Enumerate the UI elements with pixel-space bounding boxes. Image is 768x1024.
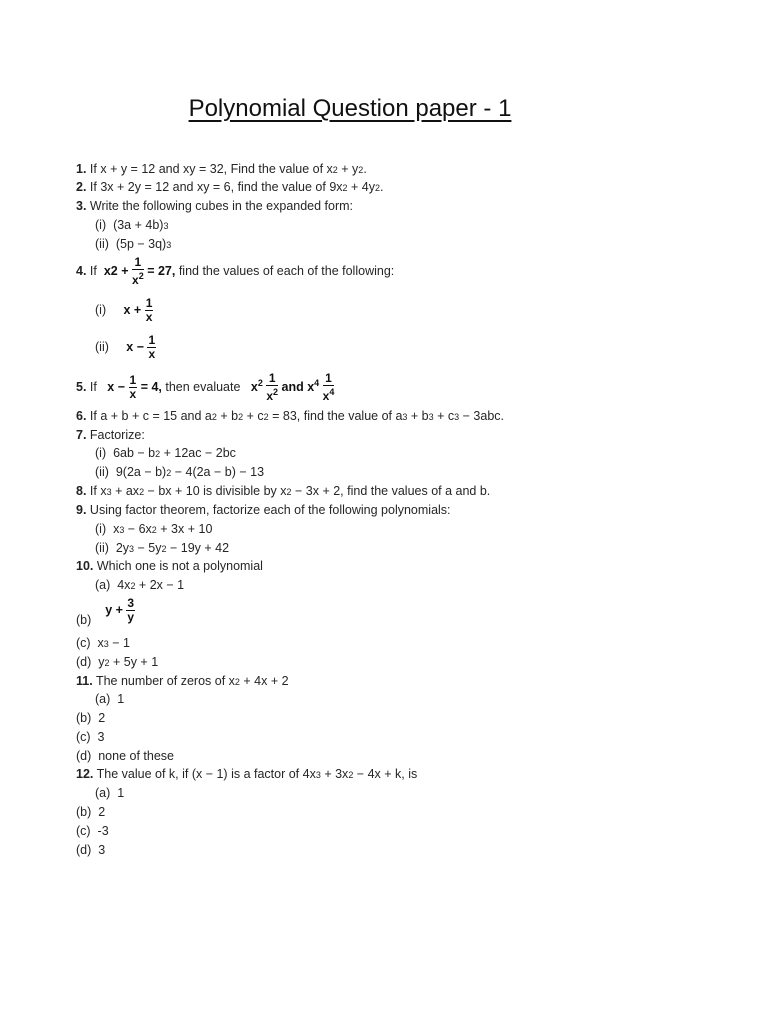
question-text: The number of zeros of x2 + 4x + 2 bbox=[95, 674, 289, 688]
question-10 bbox=[76, 558, 263, 574]
option-a: (a) 1 bbox=[95, 786, 125, 800]
question-number: 11. bbox=[76, 674, 93, 688]
option-i: (i) 6ab − b2 + 12ac − 2bc bbox=[95, 446, 236, 460]
question-number: 5. bbox=[76, 380, 87, 395]
expression-1: $x^2$ $\frac{1}{x^2}$ bbox=[250, 371, 279, 404]
question-text: If a + b + c = 15 and a2 + b2 + c2 = 83, find the value of a3 + b3 + c3 − 3abc. bbox=[89, 409, 504, 423]
option-ii: (ii) (5p − 3q)3 bbox=[95, 237, 172, 251]
question-text: If 3x + 2y = 12 and xy = 6, find the value of 9x2 + 4y2. bbox=[89, 180, 384, 194]
question-2 bbox=[76, 179, 384, 196]
equation: x2 + $\frac{1}{x^2}$ = 27, bbox=[103, 255, 176, 287]
option-a: (a) 1 bbox=[95, 692, 125, 706]
option-ii: (ii) 9(2a − b)2 − 4(2a − b) − 13 bbox=[95, 465, 265, 479]
question-12 bbox=[76, 766, 417, 783]
page-title: Polynomial Question paper - 1 bbox=[188, 95, 512, 122]
question-text: Write the following cubes in the expanded form: bbox=[89, 199, 354, 213]
question-number: 2. bbox=[76, 180, 87, 194]
option-d: (d) none of these bbox=[76, 749, 174, 763]
option-c: (c) 3 bbox=[76, 730, 105, 744]
option-b: (b) 2 bbox=[76, 711, 106, 725]
option-ii: (ii) 2y3 − 5y2 − 19y + 42 bbox=[95, 541, 230, 555]
option-d: (d) 3 bbox=[76, 843, 106, 857]
option-d: (d) y2 + 5y + 1 bbox=[76, 655, 159, 669]
question-text: Factorize: bbox=[89, 428, 145, 442]
question-text: Using factor theorem, factorize each of the following polynomials: bbox=[89, 503, 451, 517]
question-number: 10. bbox=[76, 559, 94, 573]
question-number: 3. bbox=[76, 199, 87, 213]
question-4: 4. If x2 + $\frac{1}{x^2}$ = 27, find the values of each of the following: bbox=[76, 255, 395, 287]
option-i: (i) (3a + 4b)3 bbox=[95, 218, 169, 232]
question-number: 1. bbox=[76, 162, 87, 176]
question-number: 6. bbox=[76, 409, 87, 423]
question-3 bbox=[76, 198, 353, 214]
question-6 bbox=[76, 408, 504, 425]
equation: x − $\frac{1}{x}$ = 4, bbox=[107, 373, 162, 402]
option-b: (b) 2 bbox=[76, 805, 106, 819]
question-text: The value of k, if (x − 1) is a factor of 4x3 + 3x2 − 4x + k, is bbox=[96, 767, 418, 781]
question-8 bbox=[76, 483, 490, 500]
option-c: (c) x3 − 1 bbox=[76, 636, 130, 650]
option-c: (c) -3 bbox=[76, 824, 109, 838]
question-number: 9. bbox=[76, 503, 87, 517]
question-1 bbox=[76, 161, 367, 178]
option-a: (a) 4x2 + 2x − 1 bbox=[95, 578, 185, 592]
expression-2: $x^4$ $\frac{1}{x^4}$ bbox=[307, 371, 335, 404]
question-5: 5. If x − $\frac{1}{x}$ = 4, then evaluate $x^2$ $\frac{1}{x^2}$ and $x^4$ $\frac{1}{x^4}$ bbox=[76, 371, 335, 404]
question-number: 12. bbox=[76, 767, 94, 781]
question-7 bbox=[76, 427, 145, 443]
question-text: If x3 + ax2 − bx + 10 is divisible by x2 − 3x + 2, find the values of a and b. bbox=[89, 484, 491, 498]
question-number: 7. bbox=[76, 428, 87, 442]
question-9 bbox=[76, 502, 451, 518]
question-11 bbox=[76, 673, 289, 690]
question-number: 8. bbox=[76, 484, 87, 498]
question-text: If x + y = 12 and xy = 32, Find the value of x2 + y2. bbox=[89, 162, 367, 176]
question-text: Which one is not a polynomial bbox=[96, 559, 263, 573]
option-b: (b) y + $\frac{3}{y}$ bbox=[76, 596, 135, 627]
question-number: 4. bbox=[76, 263, 87, 278]
option-ii: (ii) x − $\frac{1}{x}$ bbox=[95, 333, 156, 362]
option-i: (i) x + $\frac{1}{x}$ bbox=[95, 296, 153, 325]
option-i: (i) x3 − 6x2 + 3x + 10 bbox=[95, 522, 213, 536]
